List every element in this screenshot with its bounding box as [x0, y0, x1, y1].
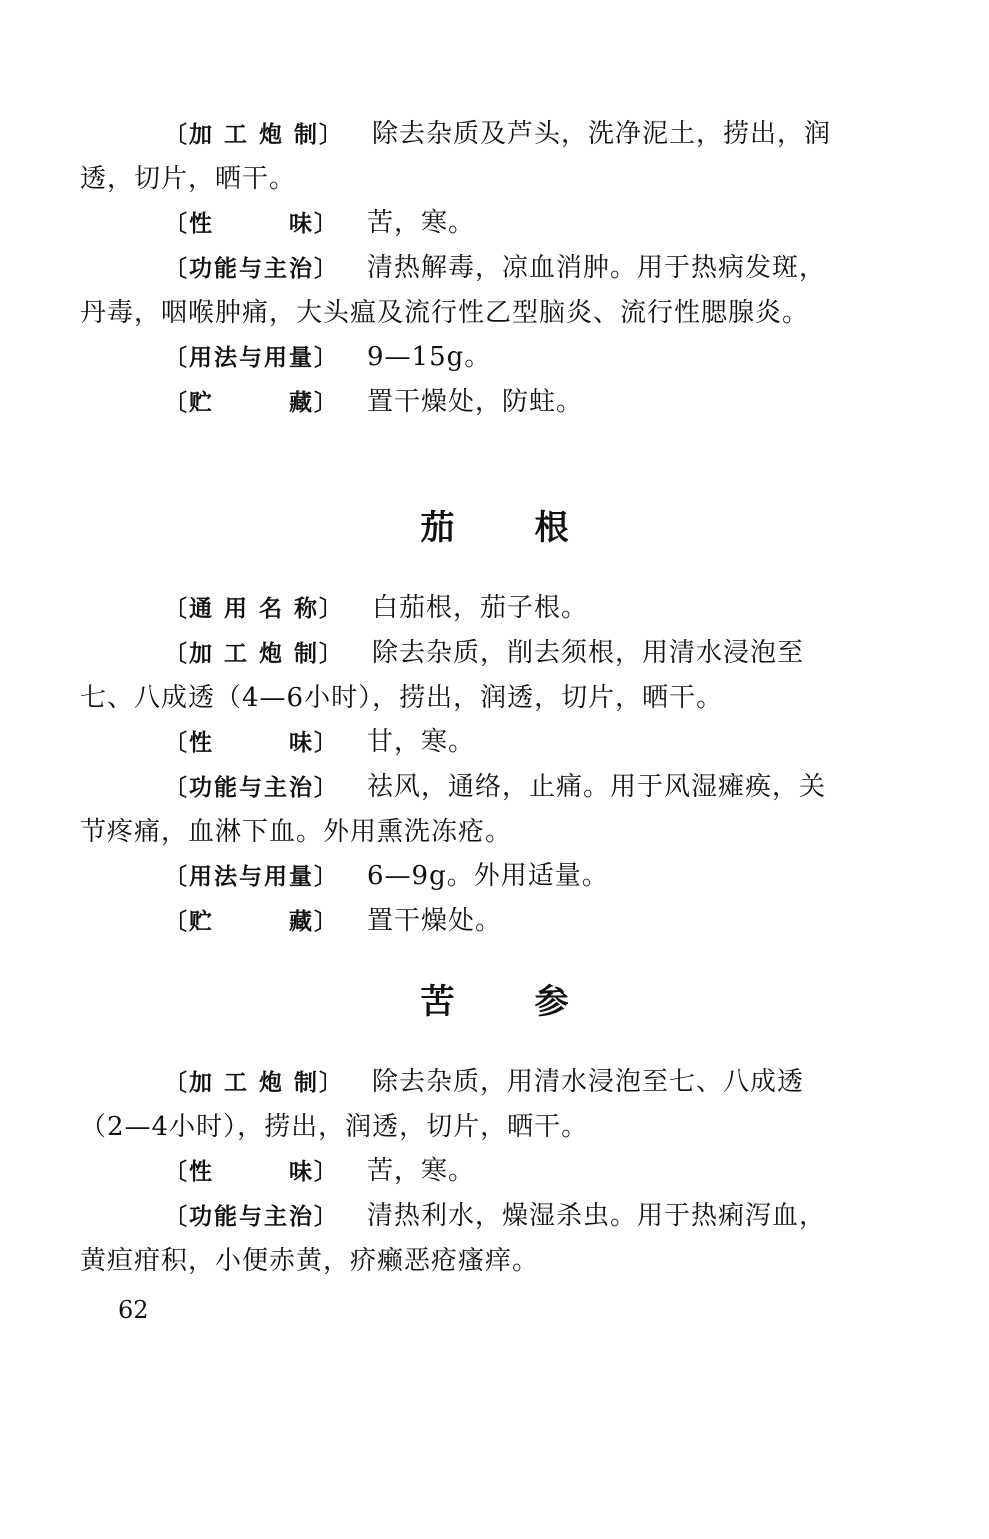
- entry-label: 〔用法与用量〕: [164, 345, 339, 371]
- page-number: 62: [118, 1296, 149, 1324]
- entry-processing: [80, 631, 840, 720]
- entry-label: 〔性 味〕: [164, 1159, 339, 1185]
- entry-nature-flavor: [80, 1149, 840, 1194]
- entry-text: 清热解毒，凉血消肿。用于热病发斑，丹毒，咽喉肿痛，大头瘟及流行性乙型脑炎、流行性腮腺炎。: [80, 253, 827, 328]
- entry-function-indication: [80, 1194, 840, 1283]
- entry-label: 〔加 工 炮 制〕: [164, 122, 345, 148]
- entry-usage-dosage: [80, 335, 840, 380]
- entry-text: 苦，寒。: [367, 1156, 476, 1186]
- entry-label: 〔功能与主治〕: [164, 775, 339, 801]
- section-title-qiegen: 茄根: [420, 508, 649, 548]
- entry-text: 甘，寒。: [367, 727, 476, 757]
- entry-label: 〔功能与主治〕: [164, 1204, 339, 1230]
- entry-text: 祛风，通络，止痛。用于风湿瘫痪，关节疼痛，血淋下血。外用熏洗冻疮。: [80, 772, 827, 847]
- entry-storage: [80, 380, 840, 425]
- section-3: [80, 1060, 840, 1283]
- entry-usage-dosage: [80, 854, 840, 899]
- entry-text: 除去杂质，削去须根，用清水浸泡至七、八成透（4—6小时），捞出，润透，切片，晒干。: [80, 638, 805, 713]
- entry-label: 〔贮 藏〕: [164, 909, 339, 935]
- entry-text: 置干燥处。: [367, 906, 503, 936]
- entry-nature-flavor: [80, 201, 840, 246]
- entry-label: 〔功能与主治〕: [164, 256, 339, 282]
- entry-label: 〔性 味〕: [164, 730, 339, 756]
- entry-text: 6—9g。外用适量。: [367, 861, 609, 891]
- section-1: [80, 112, 840, 425]
- entry-label: 〔通 用 名 称〕: [164, 596, 345, 622]
- entry-nature-flavor: [80, 720, 840, 765]
- entry-text: 除去杂质及芦头，洗净泥土，捞出，润透，切片，晒干。: [80, 119, 832, 194]
- entry-text: 白茄根，茄子根。: [372, 593, 589, 623]
- entry-processing: [80, 1060, 840, 1149]
- entry-text: 除去杂质，用清水浸泡至七、八成透（2—4小时），捞出，润透，切片，晒干。: [80, 1067, 805, 1142]
- entry-label: 〔用法与用量〕: [164, 864, 339, 890]
- section-2: [80, 586, 840, 944]
- entry-label: 〔加 工 炮 制〕: [164, 1070, 345, 1096]
- section-title-kushen: 苦参: [420, 982, 649, 1022]
- entry-function-indication: [80, 765, 840, 854]
- entry-text: 置干燥处，防蛀。: [367, 387, 584, 417]
- entry-label: 〔性 味〕: [164, 211, 339, 237]
- entry-text: 苦，寒。: [367, 208, 476, 238]
- entry-text: 清热利水，燥湿杀虫。用于热痢泻血，黄疸疳积，小便赤黄，疥癞恶疮瘙痒。: [80, 1201, 827, 1276]
- entry-text: 9—15g。: [367, 342, 492, 372]
- entry-function-indication: [80, 246, 840, 335]
- entry-label: 〔贮 藏〕: [164, 390, 339, 416]
- entry-storage: [80, 899, 840, 944]
- entry-common-name: [80, 586, 840, 631]
- entry-label: 〔加 工 炮 制〕: [164, 641, 345, 667]
- entry-processing: [80, 112, 840, 201]
